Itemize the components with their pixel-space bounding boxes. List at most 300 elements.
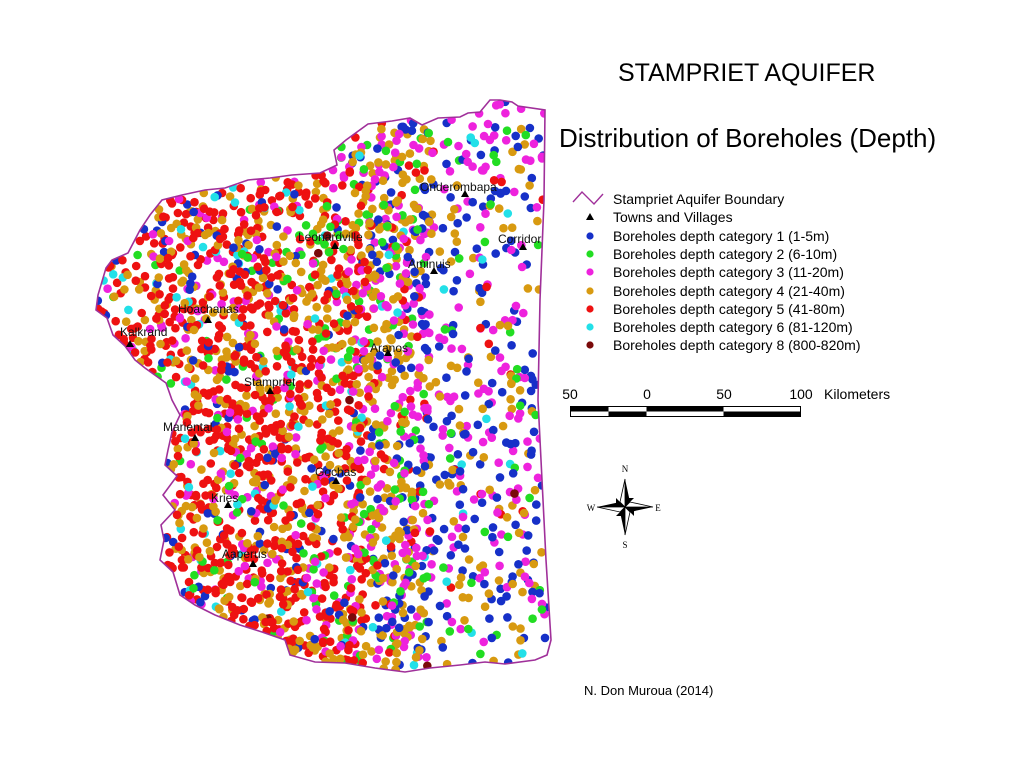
borehole-point bbox=[349, 372, 358, 381]
borehole-point bbox=[502, 136, 511, 145]
borehole-point bbox=[351, 515, 360, 524]
borehole-point bbox=[340, 598, 349, 607]
borehole-point bbox=[523, 463, 532, 472]
borehole-point bbox=[493, 493, 502, 502]
borehole-point bbox=[399, 235, 408, 244]
borehole-point bbox=[298, 401, 307, 410]
town-label: Aranos bbox=[370, 341, 409, 355]
borehole-point bbox=[171, 437, 180, 446]
borehole-point bbox=[155, 273, 164, 282]
borehole-point bbox=[460, 616, 469, 625]
borehole-point bbox=[224, 445, 233, 454]
borehole-point bbox=[327, 256, 336, 265]
borehole-point bbox=[246, 331, 255, 340]
borehole-point bbox=[174, 452, 183, 461]
borehole-point bbox=[165, 274, 174, 283]
borehole-point bbox=[356, 446, 365, 455]
borehole-point bbox=[423, 516, 432, 525]
borehole-point bbox=[309, 565, 318, 574]
borehole-point bbox=[177, 278, 186, 287]
borehole-point bbox=[186, 279, 195, 288]
borehole-point bbox=[538, 605, 547, 614]
borehole-point bbox=[396, 587, 405, 596]
borehole-point bbox=[132, 262, 141, 271]
borehole-point bbox=[324, 435, 333, 444]
borehole-point bbox=[266, 574, 275, 583]
borehole-point bbox=[375, 646, 384, 655]
borehole-point bbox=[531, 486, 540, 495]
borehole-point bbox=[213, 425, 222, 434]
borehole-point bbox=[406, 149, 415, 158]
borehole-point bbox=[489, 426, 498, 435]
borehole-point bbox=[235, 226, 244, 235]
borehole-point bbox=[301, 475, 310, 484]
borehole-point bbox=[378, 631, 387, 640]
borehole-point bbox=[196, 500, 205, 509]
borehole-point bbox=[388, 551, 397, 560]
borehole-point bbox=[468, 198, 477, 207]
borehole-point bbox=[361, 278, 370, 287]
borehole-point bbox=[152, 314, 161, 323]
borehole-point bbox=[189, 356, 198, 365]
scale-label-4: 100 bbox=[789, 386, 813, 402]
borehole-point bbox=[336, 642, 345, 651]
borehole-point bbox=[442, 373, 451, 382]
borehole-point bbox=[323, 304, 332, 313]
borehole-point bbox=[484, 120, 493, 129]
borehole-point bbox=[481, 528, 490, 537]
borehole-point bbox=[311, 314, 320, 323]
borehole-point bbox=[328, 343, 337, 352]
borehole-point bbox=[371, 404, 380, 413]
borehole-point bbox=[252, 211, 261, 220]
borehole-point bbox=[307, 362, 316, 371]
borehole-point bbox=[511, 132, 520, 141]
borehole-point bbox=[258, 569, 267, 578]
borehole-point bbox=[217, 469, 226, 478]
borehole-point bbox=[287, 358, 296, 367]
borehole-point bbox=[411, 502, 420, 511]
borehole-point bbox=[364, 266, 373, 275]
borehole-point bbox=[277, 567, 286, 576]
borehole-point bbox=[360, 510, 369, 519]
borehole-point bbox=[495, 548, 504, 557]
borehole-point bbox=[294, 181, 303, 190]
borehole-point bbox=[168, 336, 177, 345]
borehole-point bbox=[290, 412, 299, 421]
borehole-point bbox=[299, 549, 308, 558]
borehole-point bbox=[110, 292, 119, 301]
borehole-point bbox=[346, 566, 355, 575]
borehole-point bbox=[368, 511, 377, 520]
borehole-point bbox=[450, 392, 459, 401]
borehole-point bbox=[516, 401, 525, 410]
borehole-point bbox=[288, 548, 297, 557]
borehole-point bbox=[344, 626, 353, 635]
legend-label: Boreholes depth category 3 (11-20m) bbox=[613, 264, 844, 281]
borehole-point bbox=[480, 385, 489, 394]
borehole-point bbox=[357, 627, 366, 636]
borehole-point bbox=[309, 345, 318, 354]
borehole-point bbox=[354, 457, 363, 466]
borehole-point bbox=[395, 624, 404, 633]
borehole-point bbox=[272, 409, 281, 418]
borehole-point bbox=[332, 203, 341, 212]
borehole-point bbox=[225, 593, 234, 602]
borehole-point bbox=[255, 245, 264, 254]
borehole-point bbox=[351, 318, 360, 327]
legend-label: Boreholes depth category 6 (81-120m) bbox=[613, 319, 853, 336]
borehole-point bbox=[218, 216, 227, 225]
borehole-point bbox=[426, 137, 435, 146]
borehole-point bbox=[413, 160, 422, 169]
borehole-point bbox=[446, 167, 455, 176]
borehole-point bbox=[510, 489, 519, 498]
borehole-point bbox=[226, 408, 235, 417]
borehole-point bbox=[203, 538, 212, 547]
borehole-point bbox=[324, 290, 333, 299]
borehole-point bbox=[462, 525, 471, 534]
borehole-point bbox=[408, 488, 417, 497]
borehole-point bbox=[295, 637, 304, 646]
borehole-point bbox=[235, 424, 244, 433]
borehole-point bbox=[238, 313, 247, 322]
borehole-point bbox=[388, 381, 397, 390]
borehole-point bbox=[464, 354, 473, 363]
borehole-point bbox=[290, 585, 299, 594]
borehole-point bbox=[346, 407, 355, 416]
borehole-point bbox=[447, 412, 456, 421]
borehole-point bbox=[243, 580, 252, 589]
borehole-point bbox=[357, 437, 366, 446]
borehole-point bbox=[426, 527, 435, 536]
town-label: Kalkrand bbox=[120, 325, 168, 339]
borehole-point bbox=[537, 548, 546, 557]
borehole-point bbox=[304, 588, 313, 597]
borehole-point bbox=[393, 639, 402, 648]
borehole-point bbox=[445, 444, 454, 453]
borehole-point bbox=[311, 270, 320, 279]
borehole-point bbox=[234, 236, 243, 245]
borehole-point bbox=[273, 271, 282, 280]
borehole-point bbox=[279, 301, 288, 310]
borehole-point bbox=[378, 238, 387, 247]
borehole-point bbox=[380, 201, 389, 210]
borehole-point bbox=[290, 190, 299, 199]
town-label: Gochas bbox=[315, 465, 357, 479]
borehole-point bbox=[385, 251, 394, 260]
borehole-point bbox=[191, 374, 200, 383]
south-label: S bbox=[622, 540, 628, 550]
borehole-point bbox=[231, 461, 240, 470]
borehole-point bbox=[368, 205, 377, 214]
borehole-point bbox=[311, 557, 320, 566]
borehole-point bbox=[516, 624, 525, 633]
borehole-point bbox=[446, 193, 455, 202]
borehole-point bbox=[327, 355, 336, 364]
borehole-point bbox=[390, 459, 399, 468]
borehole-point bbox=[426, 382, 435, 391]
borehole-point bbox=[400, 469, 409, 478]
borehole-point bbox=[456, 467, 465, 476]
borehole-point bbox=[177, 473, 186, 482]
borehole-point bbox=[406, 215, 415, 224]
borehole-point bbox=[407, 364, 416, 373]
borehole-point bbox=[317, 374, 326, 383]
borehole-point bbox=[530, 140, 539, 149]
borehole-point bbox=[459, 485, 468, 494]
borehole-point bbox=[481, 238, 490, 247]
borehole-point bbox=[308, 482, 317, 491]
borehole-point bbox=[305, 293, 314, 302]
borehole-point bbox=[522, 546, 531, 555]
borehole-point bbox=[304, 200, 313, 209]
borehole-point bbox=[387, 188, 396, 197]
borehole-point bbox=[459, 533, 468, 542]
borehole-point bbox=[272, 322, 281, 331]
borehole-point bbox=[164, 295, 173, 304]
borehole-point bbox=[239, 305, 248, 314]
borehole-point bbox=[289, 294, 298, 303]
north-arrow-icon bbox=[585, 460, 665, 550]
borehole-point bbox=[273, 362, 282, 371]
borehole-point bbox=[425, 310, 434, 319]
borehole-point bbox=[355, 151, 364, 160]
borehole-point bbox=[439, 224, 448, 233]
borehole-point bbox=[167, 224, 176, 233]
borehole-point bbox=[481, 209, 490, 218]
borehole-point bbox=[442, 160, 451, 169]
borehole-point bbox=[456, 421, 465, 430]
town-label: Corridor bbox=[498, 232, 542, 246]
borehole-point bbox=[300, 487, 309, 496]
town-marker-icon bbox=[572, 208, 608, 226]
borehole-point bbox=[215, 385, 224, 394]
borehole-point bbox=[344, 267, 353, 276]
borehole-point bbox=[202, 408, 211, 417]
borehole-point bbox=[231, 198, 240, 207]
borehole-point bbox=[320, 625, 329, 634]
borehole-point bbox=[185, 483, 194, 492]
town-label: Kries bbox=[211, 491, 239, 505]
borehole-point bbox=[283, 275, 292, 284]
borehole-point bbox=[391, 497, 400, 506]
borehole-point bbox=[485, 486, 494, 495]
borehole-point bbox=[285, 433, 294, 442]
borehole-point bbox=[448, 466, 457, 475]
borehole-point bbox=[352, 380, 361, 389]
borehole-point bbox=[449, 287, 458, 296]
borehole-point bbox=[369, 538, 378, 547]
borehole-point bbox=[286, 252, 295, 261]
borehole-point bbox=[459, 513, 468, 522]
borehole-point bbox=[279, 485, 288, 494]
borehole-point bbox=[476, 324, 485, 333]
borehole-point bbox=[502, 187, 511, 196]
borehole-point bbox=[330, 319, 339, 328]
borehole-point bbox=[507, 341, 516, 350]
borehole-point bbox=[409, 410, 418, 419]
borehole-point bbox=[413, 204, 422, 213]
town-label: Stampriet bbox=[244, 375, 296, 389]
borehole-point bbox=[446, 627, 455, 636]
borehole-point bbox=[374, 158, 383, 167]
borehole-point bbox=[347, 606, 356, 615]
borehole-point bbox=[398, 549, 407, 558]
borehole-point bbox=[369, 292, 378, 301]
borehole-point bbox=[364, 392, 373, 401]
borehole-point bbox=[264, 599, 273, 608]
borehole-point bbox=[363, 477, 372, 486]
borehole-point bbox=[342, 319, 351, 328]
borehole-point bbox=[314, 249, 323, 258]
borehole-point bbox=[240, 358, 249, 367]
town-label: Onderombapa bbox=[420, 180, 497, 194]
scale-units: Kilometers bbox=[824, 386, 891, 402]
borehole-point bbox=[253, 236, 262, 245]
legend-label: Boreholes depth category 4 (21-40m) bbox=[613, 282, 845, 299]
borehole-point bbox=[528, 174, 537, 183]
borehole-point bbox=[234, 415, 243, 424]
borehole-point bbox=[176, 243, 185, 252]
borehole-point bbox=[278, 559, 287, 568]
borehole-point bbox=[379, 176, 388, 185]
borehole-point bbox=[371, 175, 380, 184]
borehole-point bbox=[280, 325, 289, 334]
borehole-point bbox=[425, 329, 434, 338]
borehole-point bbox=[391, 242, 400, 251]
borehole-point bbox=[504, 209, 513, 218]
borehole-point bbox=[457, 573, 466, 582]
borehole-point bbox=[535, 285, 544, 294]
borehole-point bbox=[462, 367, 471, 376]
borehole-point bbox=[345, 396, 354, 405]
borehole-point bbox=[411, 186, 420, 195]
borehole-point bbox=[210, 208, 219, 217]
borehole-point bbox=[181, 334, 190, 343]
borehole-point bbox=[348, 337, 357, 346]
borehole-point bbox=[329, 578, 338, 587]
borehole-point bbox=[329, 535, 338, 544]
borehole-point bbox=[277, 420, 286, 429]
borehole-point bbox=[488, 433, 497, 442]
borehole-point bbox=[373, 561, 382, 570]
borehole-point bbox=[454, 450, 463, 459]
borehole-point bbox=[318, 415, 327, 424]
borehole-point bbox=[354, 365, 363, 374]
borehole-point bbox=[236, 184, 245, 193]
east-label: E bbox=[655, 503, 661, 513]
borehole-point bbox=[482, 415, 491, 424]
borehole-point bbox=[480, 580, 489, 589]
borehole-point bbox=[149, 230, 158, 239]
borehole-point bbox=[293, 458, 302, 467]
borehole-point bbox=[321, 276, 330, 285]
borehole-point bbox=[233, 508, 242, 517]
borehole-point bbox=[508, 223, 517, 232]
borehole-point bbox=[226, 469, 235, 478]
borehole-point bbox=[267, 395, 276, 404]
borehole-point bbox=[204, 391, 213, 400]
borehole-point bbox=[521, 192, 530, 201]
borehole-point bbox=[290, 311, 299, 320]
north-label: N bbox=[621, 464, 629, 474]
borehole-point bbox=[367, 647, 376, 656]
borehole-point bbox=[364, 373, 373, 382]
borehole-point bbox=[300, 608, 309, 617]
borehole-point bbox=[399, 393, 408, 402]
borehole-point bbox=[216, 281, 225, 290]
borehole-point bbox=[459, 593, 468, 602]
legend-label: Towns and Villages bbox=[613, 209, 733, 226]
borehole-point bbox=[382, 147, 391, 156]
borehole-point bbox=[482, 283, 491, 292]
borehole-point bbox=[302, 221, 311, 230]
borehole-point bbox=[177, 225, 186, 234]
borehole-point bbox=[192, 491, 201, 500]
borehole-point bbox=[263, 289, 272, 298]
borehole-point bbox=[246, 194, 255, 203]
borehole-point bbox=[242, 391, 251, 400]
borehole-point bbox=[524, 531, 533, 540]
borehole-point bbox=[360, 258, 369, 267]
borehole-point bbox=[240, 270, 249, 279]
borehole-point bbox=[409, 141, 418, 150]
borehole-point bbox=[444, 138, 453, 147]
borehole-point bbox=[172, 373, 181, 382]
borehole-point bbox=[243, 291, 252, 300]
borehole-point bbox=[377, 480, 386, 489]
borehole-point bbox=[235, 469, 244, 478]
borehole-point bbox=[262, 429, 271, 438]
borehole-point bbox=[441, 471, 450, 480]
borehole-point bbox=[375, 168, 384, 177]
borehole-point bbox=[471, 139, 480, 148]
borehole-point bbox=[478, 255, 487, 264]
borehole-point bbox=[176, 490, 185, 499]
borehole-point bbox=[211, 507, 220, 516]
borehole-point bbox=[347, 584, 356, 593]
borehole-point bbox=[273, 222, 282, 231]
borehole-point bbox=[313, 281, 322, 290]
borehole-point bbox=[347, 500, 356, 509]
borehole-point bbox=[174, 209, 183, 218]
borehole-point bbox=[510, 188, 519, 197]
borehole-point bbox=[392, 649, 401, 658]
borehole-point bbox=[375, 428, 384, 437]
borehole-point bbox=[235, 567, 244, 576]
borehole-point bbox=[514, 560, 523, 569]
borehole-point bbox=[453, 219, 462, 228]
borehole-point bbox=[528, 349, 537, 358]
borehole-point bbox=[425, 217, 434, 226]
borehole-point bbox=[523, 437, 532, 446]
borehole-point bbox=[190, 528, 199, 537]
borehole-point bbox=[322, 329, 331, 338]
borehole-point bbox=[455, 581, 464, 590]
borehole-point bbox=[404, 278, 413, 287]
borehole-point bbox=[303, 320, 312, 329]
borehole-point bbox=[528, 375, 537, 384]
borehole-point bbox=[516, 386, 525, 395]
borehole-point bbox=[419, 574, 428, 583]
borehole-dot-icon bbox=[572, 336, 608, 354]
borehole-point bbox=[156, 340, 165, 349]
borehole-point bbox=[422, 653, 431, 662]
borehole-point bbox=[463, 158, 472, 167]
borehole-point bbox=[333, 271, 342, 280]
borehole-point bbox=[407, 605, 416, 614]
